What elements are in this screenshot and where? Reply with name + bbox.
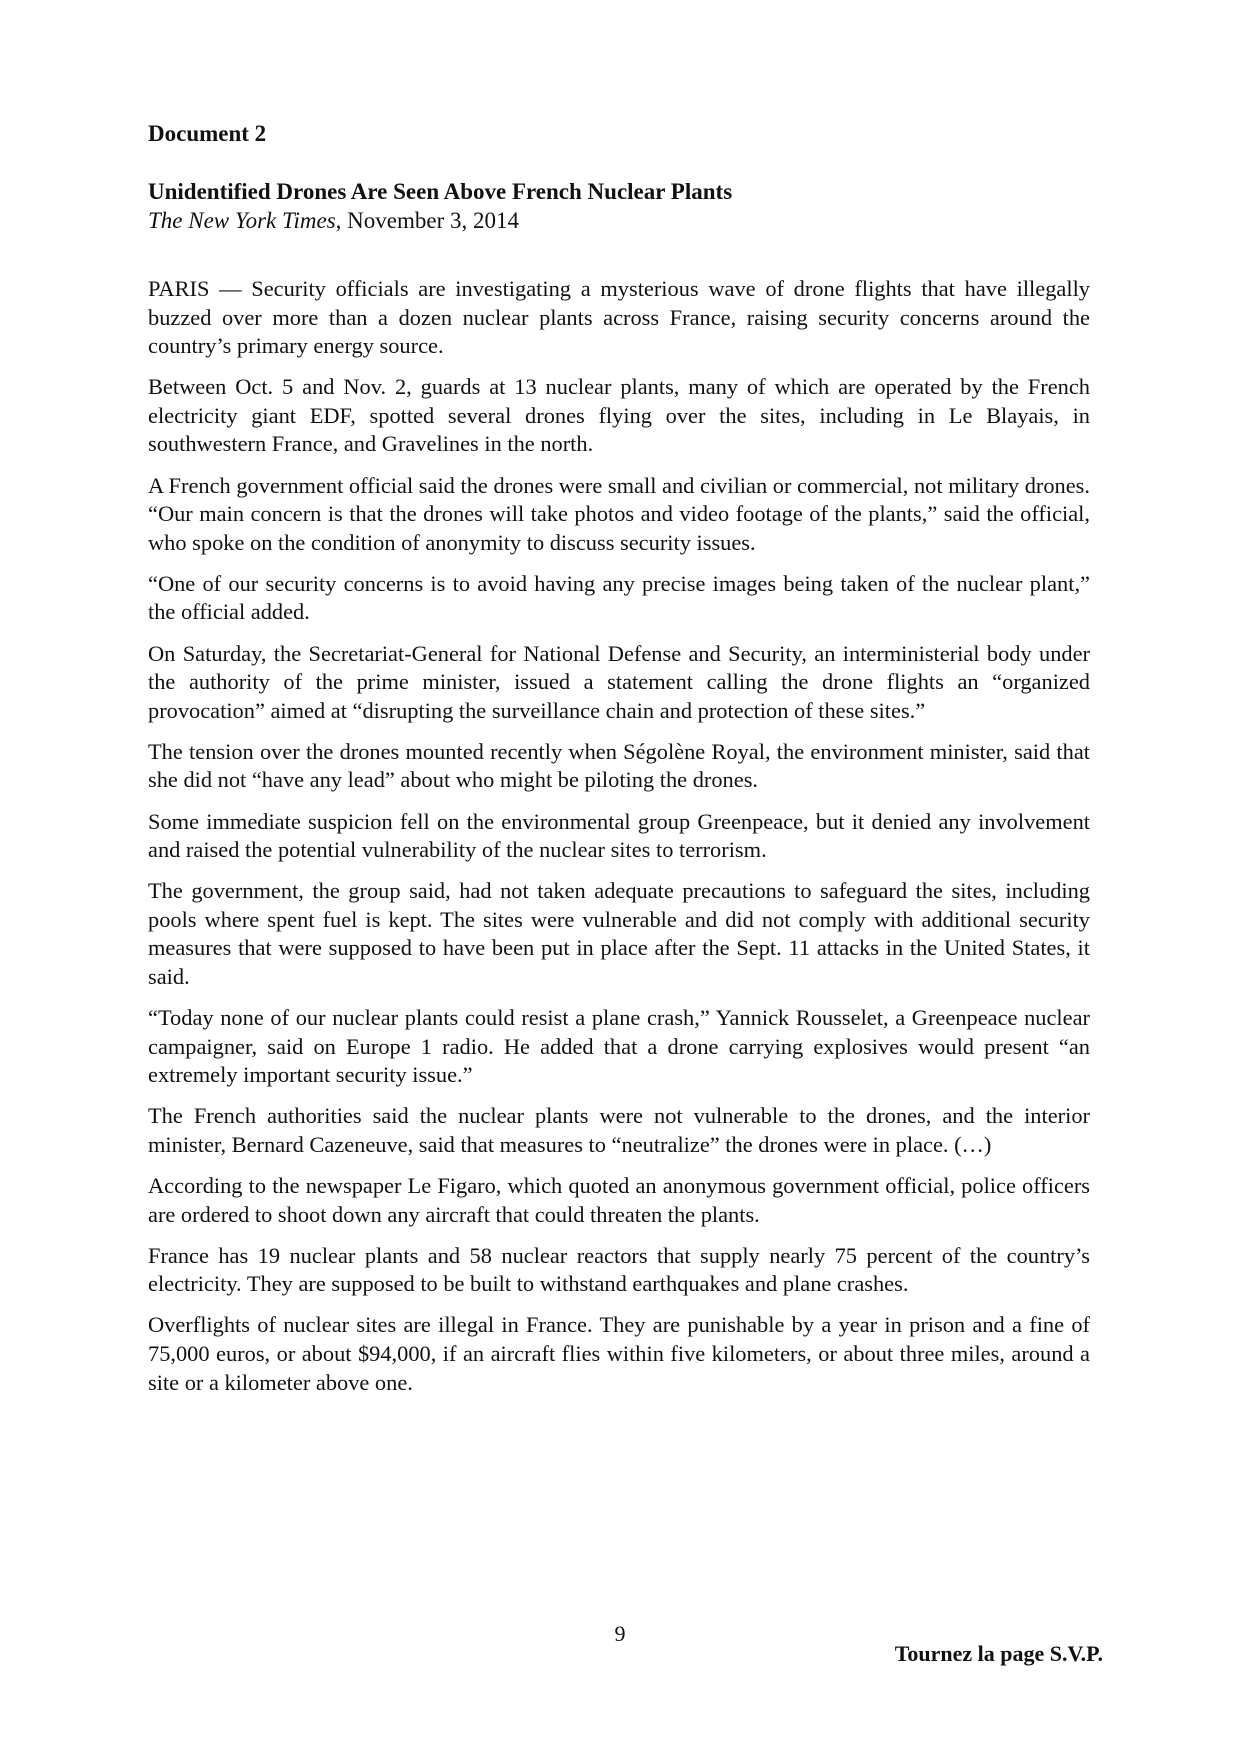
article-paragraph: According to the newspaper Le Figaro, which quoted an anonymous government official, police officers are ordered to shoot down any aircraft that could threaten the plants.: [148, 1173, 1090, 1227]
article-paragraph: On Saturday, the Secretariat-General for National Defense and Security, an interministerial body under the authority of the prime minister, issued a statement calling the drone flights an “organized provocation” aimed at “disrupting the surveillance chain and protection of these sites.”: [148, 640, 1090, 723]
article-paragraph: Between Oct. 5 and Nov. 2, guards at 13 nuclear plants, many of which are operated by the French electricity giant EDF, spotted several drones flying over the sites, including in Le Blayais, in southwestern France, and Gravelines in the north.: [148, 374, 1090, 457]
page-number: 9: [614, 1621, 626, 1646]
publication-name: The New York Times: [148, 208, 336, 233]
publication-date: , November 3, 2014: [335, 208, 519, 233]
article-body: [148, 275, 1090, 1410]
turn-page-note: Tournez la page S.V.P.: [894, 1641, 1103, 1666]
article-paragraph: Overflights of nuclear sites are illegal in France. They are punishable by a year in prison and a fine of 75,000 euros, or about $94,000, if an aircraft flies within five kilometers, or about three miles, around a site or a kilometer above one.: [148, 1312, 1090, 1395]
article-paragraph: The government, the group said, had not taken adequate precautions to safeguard the sites, including pools where spent fuel is kept. The sites were vulnerable and did not comply with additional security measures that were supposed to have been put in place after the Sept. 11 attacks in the United States, it said.: [148, 878, 1090, 989]
article-paragraph: Some immediate suspicion fell on the environmental group Greenpeace, but it denied any involvement and raised the potential vulnerability of the nuclear sites to terrorism.: [148, 808, 1090, 863]
article-paragraph: The tension over the drones mounted recently when Ségolène Royal, the environment minister, said that she did not “have any lead” about who might be piloting the drones.: [148, 738, 1090, 793]
article-paragraph: France has 19 nuclear plants and 58 nuclear reactors that supply nearly 75 percent of the country’s electricity. They are supposed to be built to withstand earthquakes and plane crashes.: [148, 1242, 1090, 1297]
article-headline: Unidentified Drones Are Seen Above French Nuclear Plants: [148, 179, 733, 204]
article-paragraph: “One of our security concerns is to avoid having any precise images being taken of the nuclear plant,” the official added.: [148, 570, 1090, 625]
article-paragraph: “Today none of our nuclear plants could resist a plane crash,” Yannick Rousselet, a Greenpeace nuclear campaigner, said on Europe 1 radio. He added that a drone carrying explosives would present “an extremely important security issue.”: [148, 1005, 1090, 1088]
document-label: Document 2: [148, 121, 267, 146]
article-paragraph: The French authorities said the nuclear plants were not vulnerable to the drones, and the interior minister, Bernard Cazeneuve, said that measures to “neutralize” the drones were in place. (…): [148, 1103, 1090, 1157]
article-paragraph: PARIS — Security officials are investigating a mysterious wave of drone flights that have illegally buzzed over more than a dozen nuclear plants across France, raising security concerns around the country’s primary energy source.: [148, 276, 1090, 359]
article-source: [148, 207, 519, 235]
article-paragraph: A French government official said the drones were small and civilian or commercial, not military drones. “Our main concern is that the drones will take photos and video footage of the plants,” said the official, who spoke on the condition of anonymity to discuss security issues.: [148, 472, 1090, 555]
